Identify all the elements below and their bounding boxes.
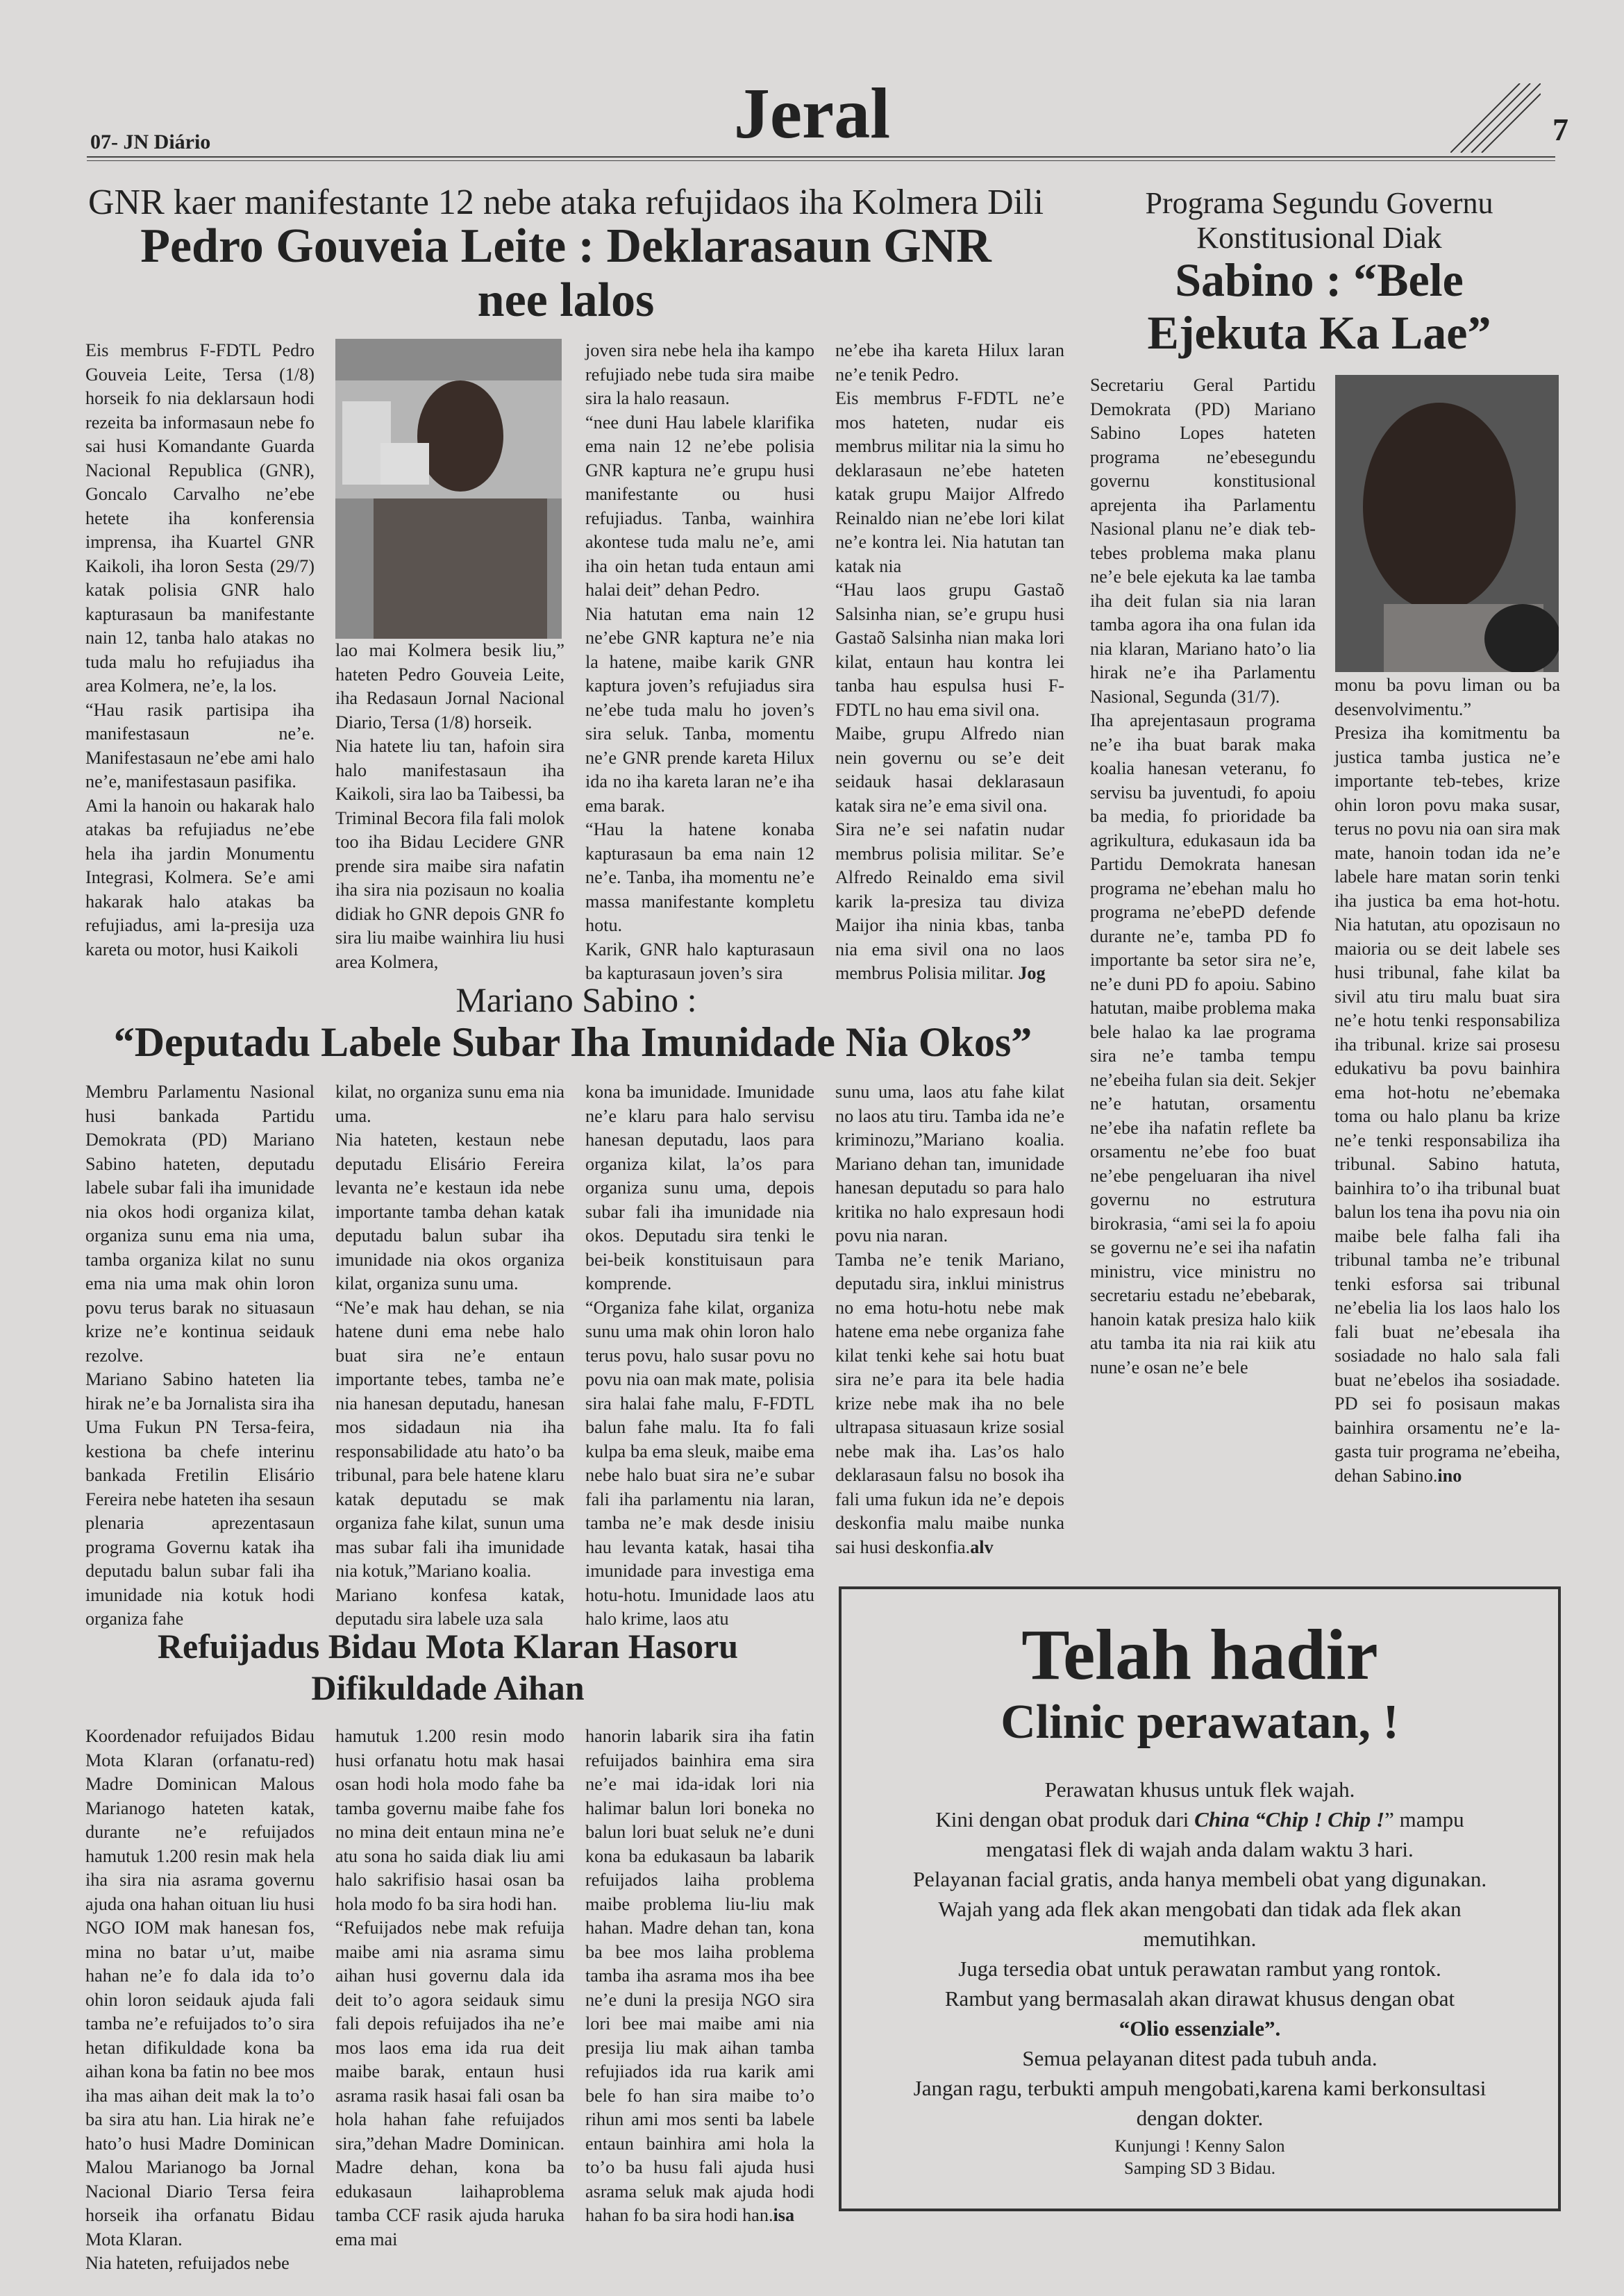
article2-headline-line2: Ejekuta Ka Lae” [1147,306,1491,359]
article1-column-4 [835,339,1064,986]
ad-product-name: “Olio essenziale”. [1119,2016,1281,2041]
article4-byline: isa [773,2205,795,2225]
article1-column-3 [585,339,814,986]
section-title: Jeral [733,74,891,153]
article2-headline: Sabino : “Bele [1175,253,1464,306]
article3-byline: alv [970,1536,994,1557]
article1-headline-line2: nee lalos [477,274,655,327]
paragraph: “Refuijados nebe mak refuija maibe ami nia asrama simu aihan husi governu dala ida deit to’o agora seidauk simu fali depois refuijados iha ne’e mos laos ema ida rua deit maibe barak, entaun husi asrama rasik hasai fali osan ba hola hahan fahe refuijados sira,”dehan Madre Dominican. Madre dehan, kona ba edukasaun laihaproblema tamba CCF rasik ajuda haruka ema mai [335,1918,564,2249]
ad-line: Kini dengan obat produk dari China “Chip ! Chip !” mampu [935,1807,1464,1832]
paragraph: Nia hateten, refuijados nebe [85,2253,290,2273]
ad-line: Juga tersedia obat untuk perawatan rambut yang rontok. [958,1956,1441,1981]
ad-title: Telah hadir [1021,1615,1378,1695]
ad-subtitle: Clinic perawatan, ! [1001,1695,1399,1750]
ad-line: Perawatan khusus untuk flek wajah. [1044,1777,1355,1802]
ad-line: Semua pelayanan ditest pada tubuh anda. [1022,2045,1378,2070]
ad-line: dengan dokter. [1136,2105,1264,2130]
paragraph: Mariano konfesa katak, deputadu sira labele uza sala [335,1584,564,1629]
article4-headline: Refuijadus Bidau Mota Klaran Hasoru [157,1627,739,1666]
paragraph: Nia hatutan ema nain 12 ne’ebe GNR kaptura ne’e nia la hatene, maibe karik GNR kaptura joven’s refujiadus sira ne’ebe tuda malu ho joven’s sira seluk. Tanba, momentu ne’e GNR prende kareta Hilux ida no iha kareta laran ne’e iha ema barak. [585,603,814,816]
paragraph: Maibe, grupu Alfredo nian nein governu ou se’e deit seidauk hasai deklarasaun katak sira ne’e ema sivil ona. [835,723,1064,816]
article2-column-1 [1090,374,1316,1380]
article3-headline: “Deputadu Labele Subar Iha Imunidade Nia Okos” [113,1019,1032,1065]
paragraph: lao mai Kolmera besik liu,” hateten Pedro Gouveia Leite, iha Redasaun Jornal Nacional Diario, Tersa (1/8) horseik. [335,640,564,732]
article3-column-1 [85,1080,315,1632]
paragraph: monu ba povu liman ou ba desenvolvimentu.” [1334,675,1560,719]
article2-kicker-line2: Konstitusional Diak [1196,221,1442,255]
paragraph: joven sira nebe hela iha kampo refujiado nebe tuda sira maibe sira la halo reasaun. [585,340,814,408]
page-folio: 07- JN Diário [90,131,211,153]
article3-column-4 [835,1080,1064,1559]
ad-address-line: Samping SD 3 Bidau. [1123,2159,1276,2178]
paragraph: Presiza iha komitmentu ba justica tamba justica ne’e importante teb-tebes, krize ohin loron povu maka susar, terus no povu nia oan sira mak mate, hanoin todan ida ne’e labele hare matan sorin tenki iha justica ba ema hot-hotu. Nia hatutan, atu opozisaun no maioria ou se deit labele ses husi tribunal, fahe kilat ba sivil atu tiru malu buat sira ne’e hotu tenki responsabiliza iha tribunal. krize sai prosesu edukativu ba povu bainhira ema hot-hotu ne’ebemaka toma ou halo planu ba krize ne’e tenki responsabiliza iha tribunal. Sabino hatuta, bainhira to’o iha tribunal buat balun los tena iha povu nia oin maibe bele falha fali iha tribunal tamba ne’e tribunal tenki esforsa sai tribunal ne’ebelia lia los laos halo los fali buat ne’ebesala iha sosiadade no halo sala fali buat ne’ebelos iha sosiadade. PD sei fo posisaun makas bainhira orsamentu ne’e la-gasta tuir programa ne’ebeiha, dehan Sabino.ino [1334,723,1560,1486]
article4-column-3 [585,1725,814,2228]
paragraph: “nee duni Hau labele klarifika ema nain 12 ne’ebe polisia GNR kaptura ne’e grupu husi manifestante ou husi refujiadus. Tanba, wainhira akontese tuda malu ne’e, ami iha oin hetan tuda entaun ami halai deit” dehan Pedro. [585,412,814,600]
masthead-rule-thin [87,160,1555,161]
paragraph: “Hau la hatene konaba kapturasaun ba ema nain 12 ne’e. Tanba, iha momentu ne’e massa manifestante kompletu hotu. [585,819,814,935]
ad-line: mengatasi flek di wajah anda dalam waktu 3 hari. [986,1836,1414,1861]
paragraph: “Hau rasik partisipa iha manifestasaun ne’e. Manifestasaun ne’ebe ami halo ne’e, manifestasaun pasifika. [85,699,315,791]
masthead-rule [87,156,1555,158]
page-number: 7 [1552,112,1568,147]
paragraph: sunu uma, laos atu fahe kilat no laos atu tiru. Tamba ida ne’e kriminozu,”Mariano koalia. Mariano dehan tan, imunidade hanesan deputadu so para halo kritika no halo expresaun hodi povu nia naran. [835,1082,1065,1246]
ad-line: Wajah yang ada flek akan mengobati dan tidak ada flek akan [938,1896,1462,1921]
photo-mariano-sabino [1335,375,1559,672]
paragraph: Karik, GNR halo kapturasaun ba kapturasaun joven’s sira [585,939,814,983]
article2-column-2 [1334,673,1560,1488]
paragraph: Mariano Sabino hateten lia hirak ne’e ba Jornalista sira iha Uma Fukun PN Tersa-feira, kestiona ba chefe interinu bankada Fretilin Elisário Fereira nebe hateten iha sesaun plenaria aprezentasaun programa Governu katak iha deputadu balun subar fali iha imunidade nia kotuk hodi organiza fahe [85,1369,315,1629]
hatch-decoration [1450,83,1541,153]
article3-column-2 [335,1080,564,1632]
article2-byline: ino [1437,1465,1462,1486]
paragraph: Iha aprejentasaun programa ne’e iha buat barak maka koalia hanesan veteranu, fo servisu ba juventudi, fo apoiu ba media, fo prioridade ba agrikultura, edukasaun ida ba Partidu Demokrata hanesan programa ne’ebehan malu ho programa ne’ebePD defende durante ne’e, tamba PD fo importante ba setor sira ne’e, ne’e duni PD fo apoiu. Sabino hatutan, maibe problema maka bele halao ka lae programa sira ne’e tamba tempu ne’ebeiha fulan sia deit. Sekjer ne’e hatutan, orsamentu ne’ebe iha nafatin reflete ba orsamentu ne’ebe foo buat ne’ebe pengeluaran iha nivel governu no estrutura birokrasia, “ami sei la fo apoiu se governu ne’e sei iha nafatin ministru, vice ministru no secretariu estadu ne’ebebarak, hanoin katak presiza halo kiik atu tamba ita nia rai kiik atu nune’e osan ne’e bele [1090,710,1316,1377]
paragraph: Tamba ne’e tenik Mariano, deputadu sira, inklui ministrus no ema hotu-hotu nebe mak hatene ema nebe organiza fahe kilat tenki kehe sai hotu buat sira ne’e para ita bele hadia krize nebe mak iha no bele ultrapasa situasaun krize sosial nebe mak iha. Las’os halo deklarasaun falsu no bosok iha fali uma fukun ida ne’e depois deskonfia malu maibe nunka sai husi deskonfia.alv [835,1249,1064,1557]
ad-line: Rambut yang bermasalah akan dirawat khusus dengan obat [944,1986,1455,2011]
article1-column-1 [85,339,315,962]
article4-column-1 [85,1725,315,2276]
article1-byline: Jog [1018,963,1046,983]
advertisement-box [839,1586,1561,2211]
ad-line: Pelayanan facial gratis, anda hanya membeli obat yang digunakan. [912,1866,1487,1891]
paragraph: Membru Parlamentu Nasional husi bankada Partidu Demokrata (PD) Mariano Sabino hateten, deputadu labele subar fali iha imunidade nia okos hodi organiza kilat, organiza sunu ema nia uma, tamba organiza kilat no sunu ema nia uma mak ohin loron povu terus barak no situasaun krize ne’e kontinua seidauk rezolve. [85,1082,315,1366]
paragraph: ne’ebe iha kareta Hilux laran ne’e tenik Pedro. [835,340,1064,385]
article1-headline: Pedro Gouveia Leite : Deklarasaun GNR [140,219,991,273]
paragraph: hanorin labarik sira iha fatin refuijados bainhira ema sira ne’e mai ida-idak lori nia halimar balun lori boneka no balun lori buat seluk ne’e duni kona ba edukasaun ba labarik refuijados laiha problema maibe problema liu-liu mak hahan. Madre dehan tan, kona ba bee mos laiha problema tamba iha asrama mos iha bee ne’e duni la presija NGO sira lori bee mai maibe ami nia presija liu mak aihan tamba refujiados ida rua karik ami bele fo han sira maibe to’o rihun ami mos senti ba labele entaun bainhira ami hola la to’o ba husu fali ajuda husi asrama seluk mak ajuda hodi hahan fo ba sira hodi han.isa [585,1726,814,2225]
article4-column-2 [335,1725,564,2252]
paragraph: “Organiza fahe kilat, organiza sunu uma mak ohin loron halo terus povu, halo susar povu no povu nia oan mak mate, polisia sira halai fahe malu, F-FDTL balun fahe malu. Ita fo fali kulpa ba ema sleuk, maibe ema nebe halo buat sira ne’e subar fali iha parlamentu nia laran, tamba ne’e mak desde inisiu hau levanta katak, hasai tiha imunidade para investiga ema hotu-hotu. Imunidade laos atu halo krime, laos atu [585,1297,814,1629]
article4-headline-line2: Difikuldade Aihan [311,1668,585,1707]
paragraph: Nia hateten, kestaun nebe deputadu Elisário Fereira levanta ne’e kestaun ida nebe importante tamba dehan katak deputadu balun subar iha imunidade nia okos organiza kilat, organiza sunu uma. [335,1130,564,1293]
paragraph: “Hau laos grupu Gastaõ Salsinha nian, se’e grupu husi Gastaõ Salsinha nian maka lori kilat, entaun hau kontra lei tanba hau espulsa husi F-FDTL no hau ema sivil ona. [835,580,1064,720]
paragraph: hamutuk 1.200 resin modo husi orfanatu hotu mak hasai osan hodi hola modo fahe ba tamba governu maibe fahe fos no mina deit entaun mina ne’e atu sona ho saida diak liu ami halo sakrifisio hasai osan ba hola modo fo ba sira hodi han. [335,1726,564,1914]
paragraph: Eis membrus F-FDTL Pedro Gouveia Leite, Tersa (1/8) horseik fo nia deklarsaun hodi rezeita ba informasaun nebe fo sai husi Komandante Guarda Nacional Republica (GNR), Goncalo Carvalho ne’ebe hetete iha konferensia imprensa, iha Kuartel GNR Kaikoli, iha loron Sesta (29/7) katak polisia GNR halo kapturasaun ba manifestante nain 12, tanba halo atakas no tuda malu ho refujiadus iha area Kolmera, ne’e, la los. [85,340,315,696]
article3-kicker: Mariano Sabino : [455,980,697,1019]
article1-column-2 [335,639,564,974]
paragraph: “Ne’e mak hau dehan, se nia hatene duni ema nebe halo buat sira ne’e entaun importante tebes, tamba ne’e nia hanesan deputadu, hanesan mos sidadaun nia iha responsabilidade atu hato’o ba tribunal, para bele hatene klaru katak deputadu se mak organiza fahe kilat, sunun uma mas subar fali iha imunidade nia kotuk,”Mariano koalia. [335,1297,564,1581]
ad-line: Jangan ragu, terbukti ampuh mengobati,karena kami berkonsultasi [913,2075,1487,2100]
paragraph: Nia hatete liu tan, hafoin sira halo manifestasaun iha Kaikoli, sira lao ba Taibessi, ba Triminal Becora fila fali molok too iha Bidau Lecidere GNR prende sira maibe sira nafatin iha sira nia pozisaun no koalia didiak ho GNR depois GNR fo sira liu maibe wainhira liu husi area Kolmera, [335,736,564,972]
paragraph: Secretariu Geral Partidu Demokrata (PD) Mariano Sabino Lopes hateten programa ne’ebesegundu governu konstitusional aprejenta iha Parlamentu Nasional planu ne’e diak teb-tebes problema maka planu ne’e bele ejekuta ka lae tamba iha deit fulan sia nia laran tamba agora iha ona fulan ida nia klaran, Mariano hato’o lia hirak ne’e iha Parlamentu Nasional, Segunda (31/7). [1090,375,1316,707]
paragraph: Ami la hanoin ou hakarak halo atakas ba refujiadus ne’ebe hela iha jardin Monumentu Integrasi, Kolmera. Se’e ami hakarak halo atakas ba refujiadus, ami la-presija uza kareta ou motor, husi Kaikoli [85,795,315,960]
paragraph: kona ba imunidade. Imunidade ne’e klaru para halo servisu hanesan deputadu, laos para organiza kilat, la’os para organiza sunu uma, depois subar fali iha imunidade nia okos. Deputadu sira tenki le bei-beik konstituisaun para komprende. [585,1082,814,1293]
article1-kicker: GNR kaer manifestante 12 nebe ataka refujidaos iha Kolmera Dili [87,183,1044,222]
paragraph: kilat, no organiza sunu ema nia uma. [335,1082,564,1126]
paragraph: Sira ne’e sei nafatin nudar membrus polisia militar. Se’e Alfredo Reinaldo ema sivil karik la-presiza tau diviza Maijor iha ninia kbas, tanba nia ema sivil ona no laos membrus Polisia militar. Jog [835,819,1064,983]
ad-visit-line: Kunjungi ! Kenny Salon [1114,2136,1285,2156]
ad-line: memutihkan. [1143,1926,1257,1951]
article2-kicker: Programa Segundu Governu [1145,186,1493,220]
paragraph: Koordenador refuijados Bidau Mota Klaran (orfanatu-red) Madre Dominican Malous Marianogo hateten katak, durante ne’e refuijados hamutuk 1.200 resin mak hela iha sira nia asrama governu ajuda ona hahan oituan liu husi NGO IOM mak hanesan fos, mina no batar u’ut, maibe hahan ne’e fo dala ida to’o ohin loron seidauk ajuda fali tamba ne’e refuijados to’o sira hetan difikuldade kona ba aihan kona ba fatin no bee mos iha mas aihan deit mak la to’o ba sira atu han. Lia hirak ne’e hato’o husi Madre Dominican Malou Marianogo ba Jornal Nacional Diario Tersa feira horseik iha orfanatu Bidau Mota Klaran. [85,1726,315,2249]
article3-column-3 [585,1080,814,1632]
photo-pedro-gouveia-leite [335,339,562,639]
paragraph: Eis membrus F-FDTL ne’e mos hateten, nudar eis membrus militar nia la simu ho deklarasaun ne’ebe hateten katak grupu Maijor Alfredo Reinaldo nian ne’ebe lori kilat ne’e kontra lei. Nia hatutan tan katak nia [835,388,1064,576]
